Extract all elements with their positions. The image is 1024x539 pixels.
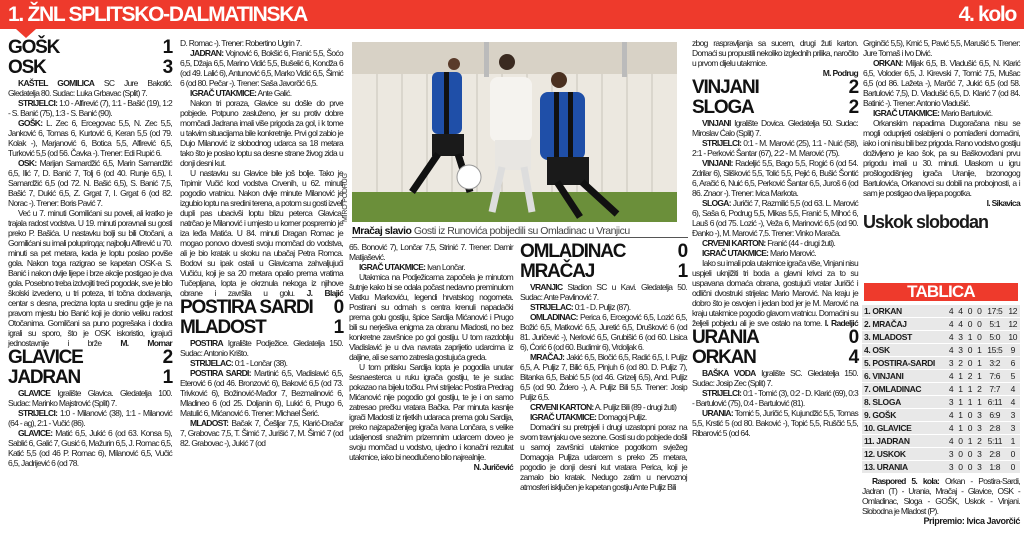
paragraph-lead: BAŠKA VODA [702,368,756,378]
paragraph-text: Bačak 7, Češljar 7,5, Klarić-Dračar 7, Grabovac 7,5, T. Šimić 7, Jurišić 7, M. Šimić 7 (od 82. Grabovac -), Jukić 7 (od [180,418,343,448]
article-paragraph [180,98,343,168]
article-paragraph [863,108,1020,118]
article-paragraph [692,388,858,408]
stat-cell: 4 [946,344,955,356]
team-name: SLOGA [692,97,754,118]
stat-cell: 1 [975,370,984,382]
football-players-image [352,42,677,222]
author-byline: M. Podrug [822,68,858,78]
stat-cell: 0 [975,318,984,330]
paragraph-text: zbog raspravljanja sa sucem, drugi žuti karton. Domaći su propustili nekoliko izglednih prilika, naročito u prvom dijelu utakmice. [692,38,858,68]
team-score: 1 [162,37,172,58]
article-paragraph [8,78,172,98]
article-paragraph [349,242,513,262]
stat-cell: 4 [946,370,955,382]
standings-box [862,283,1020,527]
stat-cell: 3 [975,461,984,473]
paragraph-lead: IGRAČ UTAKMICE: [873,108,940,118]
paragraph-text: Marijan Samardžić 6,5, Marin Samardžić 6,5, Ilić 7, D. Banić 7, Tolj 6 (od 40. Runje 6,5), I. Samardžić 6,5 (od 72. N. Bašić 6,5), S. Banić 7,5, Bašić 7, Dukić 6,5, Z. Grgat 7, I. Grgat 6 (od 82. Norac -). Trener: Boris Pavić 7. [8,158,172,208]
paragraph-text: Mario Bartulović. [939,108,993,118]
team-score: 3 [162,57,172,78]
stat-cell: 4 [946,318,955,330]
stat-cell: 4 [946,383,955,395]
stat-cell: 6:11 [984,396,1006,408]
column-1 [8,38,172,468]
article-paragraph [8,158,172,208]
stat-cell: 6:9 [984,409,1006,421]
stat-cell: 0 [975,331,984,343]
team-name: ORKAN [692,347,756,368]
standings-row [862,344,1020,356]
paragraph-lead: CRVENI KARTON: [702,238,766,248]
stat-cell: 3:2 [984,357,1006,369]
stat-cell: 3 [946,357,955,369]
team-name: POSTIRA SARDI [180,297,313,318]
article-paragraph [180,338,343,358]
paragraph-text: Mario Marović. [768,248,816,258]
paragraph-text: Jakić 6,5, Biočić 6,5, Radić 6,5, I. Puljiz 6,5, A. Puljiz 7, Bilić 6,5, Pinjuh 6 (od 80. D. Puljiz 7), Bitanka 6,5, Babić 5,5 (od 46. Grizelj 6,5), And. Puljiz 6,5 (od 90. Ždero -), A. Puljiz Bili 5,5. Trener: Josip Puljiz 6,5. [520,352,687,402]
team-name: OMLADINAC [520,241,626,262]
stat-cell: 4 [956,318,965,330]
paragraph-lead: OSK: [18,158,37,168]
standings-title: TABLICA [864,283,1018,301]
paragraph-text: Već u 7. minuti Gomilićani su poveli, ali kratko je trajala radost vodstva. U 19. minuti poravnali su gosti preko P. Bašića. U nastavku bolji su bili Otočani, a Gomilićani su imali polupriгода; najbolju Alfirević u 70. minuti sa pet metara, kada je loptu poslao poviše gola. Nakon toga razigrao se kapetan OSK-a S. Banić i nakon dvije lijepe i brze akcije postigao je dva gola. Posebno treba izdvojiti treći pogodak, sve je bilo školski izvedeno, u tri poteza, tri točna dodavanja, centar s desna, precizna lopta u sredinu gdje je na pravom mjestu bio Banić koji je donio veliku radost Otočanima. Gomilčani sa puno pogrešaka i dodira igrali su sporo, što je OSK iskoristio, igrajući jednostavnije i brže [8,208,172,348]
paragraph-lead: GOŠK: [18,118,43,128]
section-title: 1. ŽNL SPLITSKO-DALMATINSKA [8,3,307,26]
paragraph-text: 0:1 - D. Puljiz (87). [573,302,631,312]
stat-cell: 1 [956,370,965,382]
paragraph-lead: STRIJELCI: [702,138,742,148]
paragraph-text: Nakon tri poraza, Glavice su došle do prve pobjede. Potpuno zasluženo, jer su protiv dobre momčadi Jadrana imali više prigoda za gol, i k tome u takvim situacijama bile konkretnije. Prvi gol zabio je Dujo Milanović iz slobodnog udarca sa 18 metara tako što je poslao loptu sa desne strane živog zida u donji desni kut. [180,98,343,168]
standings-row [862,305,1020,317]
standings-row [862,396,1020,408]
team-score-row [520,242,687,262]
paragraph-lead: IGRAČ UTAKMICE: [359,262,426,272]
team-name-cell: 8. SLOGA [862,396,946,408]
article-paragraph [520,312,687,352]
team-score-row [520,262,687,282]
article-paragraph [180,418,343,448]
paragraph-lead: STRIJELCI: [702,388,742,398]
stat-cell: 2 [956,357,965,369]
team-score: 0 [848,327,858,348]
stat-cell: 0 [956,448,965,460]
column-3 [349,242,513,472]
paragraph-lead: GLAVICE: [18,428,53,438]
article-paragraph [520,352,687,402]
article-paragraph [180,38,343,48]
stat-cell: 2:8 [984,448,1006,460]
stat-cell: 1 [956,409,965,421]
team-name-cell: 9. GOŠK [862,409,946,421]
paragraph-text: L. Zec 6, Ercegovac 5,5, N. Zec 5,5, Janković 6, Tomas 6, Kurtović 6, Keran 5,5 (od 79. Kolak -), Marjanović 6, Botica 5,5, Alfirević 6,5, Turković 5,5 (od 56. Čavka -). Trener: Edi Rupić 6. [8,118,172,158]
stat-cell: 2 [975,435,984,447]
paragraph-lead: MLADOST: [190,418,229,428]
stat-cell: 4 [946,331,955,343]
team-score-row [692,328,858,348]
article-paragraph [692,158,858,198]
stat-cell: 1 [956,396,965,408]
paragraph-lead: STRIJELCI: [18,98,58,108]
team-score-row [692,348,858,368]
section-subheading: Uskok slobodan [863,212,989,232]
stat-cell: 1 [965,383,974,395]
article-paragraph [8,408,172,428]
paragraph-text: Domagoj Puljiz. [596,412,647,422]
article-paragraph [692,118,858,138]
article-paragraph [8,388,172,408]
stat-cell: 2 [975,383,984,395]
paragraph-lead: STRIJELCI: [18,408,58,418]
column-6 [863,38,1020,233]
paragraph-text: Juričić 7, Razmilić 5,5 (od 63. L. Marović 6), Saša 6, Podrug 5,5, Mikas 5,5, Franić 5, Mihoć 6, Lauš 6 (od 75. Lozić -), Veža 6, Marinović 6,5 (od 90. Đanko -), M. Marović 7,5. Trener: Vinko Marača. [692,198,858,238]
paragraph-text: Domaćini su pretrpjeli i drugi uzastopni poraz na svom travnjaku ove sezone. Gosti su do pobjede došli u samoj završnici utakmice pogotkom svježeg Domagoja Puljiza udarcem s preko 25 metara, pogodio je donji desni kut vratara Perica, koji je zamalo bio kratak. Nedugo zatim u nervoznoj atmosferi isključen je kapetan gostiju Ante Puljiz Bili [520,422,687,492]
article-paragraph [692,408,858,438]
photo-caption [352,224,688,238]
stat-cell: 12 [1006,318,1020,330]
stat-cell: 4 [946,305,955,317]
paragraph-lead: IGRAČ UTAKMICE: [702,248,769,258]
paragraph-lead: MRAČAJ: [530,352,565,362]
team-name: GOŠK [8,37,60,58]
team-name: VINJANI [692,77,759,98]
team-name-cell: 10. GLAVICE [862,422,946,434]
stat-cell: 2 [965,370,974,382]
team-score-row [8,368,172,388]
standings-row [862,370,1020,382]
team-score: 2 [848,97,858,118]
team-score: 0 [333,297,343,318]
article-paragraph [520,282,687,302]
article-paragraph [180,358,343,368]
article-paragraph [180,168,343,298]
caption-text: Gosti iz Runovića pobijedili su Omladinac u Vranjicu [413,225,630,237]
paragraph-lead: ORKAN: [873,58,903,68]
stat-cell: 7:7 [984,383,1006,395]
standings-row [862,357,1020,369]
team-score: 2 [162,347,172,368]
paragraph-text: Perica 6, Ercegović 6,5, Lozić 6,5, Božić 6,5, Matković 6,5, Juretić 6,5, Drušković 6 (od 81. Juričević -), Nerlović 6,5, Grubišić 6 (od 60. Lisica 6), Ćorić 6 (od 60. Budimir 6), Vrdoljak 6. [520,312,687,352]
team-name-cell: 12. USKOK [862,448,946,460]
stat-cell: 5:1 [984,318,1006,330]
article-paragraph [520,302,687,312]
stat-cell: 1:8 [984,461,1006,473]
stat-cell: 0 [965,448,974,460]
paragraph-lead: OMLADINAC: [530,312,578,322]
team-score: 1 [162,367,172,388]
paragraph-text: A. Puljiz Bili (89 - drugi žuti) [593,402,677,412]
stat-cell: 2:8 [984,422,1006,434]
stat-cell: 9 [1006,344,1020,356]
article-paragraph [8,98,172,118]
stat-cell: 0 [956,461,965,473]
article-paragraph [692,258,858,328]
standings-table [862,304,1020,474]
article-paragraph [8,208,172,348]
article-paragraph [863,58,1020,108]
standings-row [862,448,1020,460]
stat-cell: 7:6 [984,370,1006,382]
paragraph-text: Ante Galić. [256,88,292,98]
paragraph-lead: URANIA: [702,408,733,418]
stat-cell: 17:5 [984,305,1006,317]
stat-cell: 4 [1006,396,1020,408]
stat-cell: 4 [956,305,965,317]
stat-cell: 3 [1006,409,1020,421]
article-paragraph [863,38,1020,58]
article-paragraph [180,48,343,88]
stat-cell: 1 [956,383,965,395]
stat-cell: 0 [975,305,984,317]
standings-row [862,435,1020,447]
article-paragraph [692,368,858,388]
standings-row [862,409,1020,421]
paragraph-text: Igralište Dovica. Gledatelja 50. Sudac: Miroslav Ćalo (Split) 7. [692,118,858,138]
paragraph-text: 0:1 - Tomić (3), 0:2 - D. Klarić (69), 0:3 - Bartulović (75), 0:4 - Bartulović (81). [692,388,858,408]
stat-cell: 1 [965,396,974,408]
team-name: OSK [8,57,46,78]
stat-cell: 0 [956,435,965,447]
column-4 [520,242,687,492]
team-name-cell: 6. VINJANI [862,370,946,382]
stat-cell: 4 [946,409,955,421]
stat-cell: 3 [975,448,984,460]
stat-cell: 6 [1006,357,1020,369]
author-byline: I. Sikavica [986,198,1020,208]
stat-cell: 0 [965,461,974,473]
article-paragraph [349,262,513,272]
article-paragraph [349,362,513,462]
stat-cell: 1 [975,357,984,369]
article-paragraph [692,248,858,258]
team-score-row [8,38,172,58]
stat-cell: 5:11 [984,435,1006,447]
paragraph-text: Grginčić 5,5), Krnić 5, Pavić 5,5, Marušić 5. Trener: Jure Tomaš i Ivo Divić. [863,38,1020,58]
team-name-cell: 1. ORKAN [862,305,946,317]
stat-cell: 1 [975,396,984,408]
article-paragraph [692,198,858,238]
team-score: 1 [333,317,343,338]
paragraph-text: D. Romac -). Trener: Robertino Ugrin 7. [180,38,302,48]
paragraph-text: Radeljić 5,5, Bago 5,5, Rogić 6 (od 54. Zdrilar 6), Slišković 5,5, Tolić 5,5, Pejić 6, Bušić Šontić 6, Aračić 6, Nuić 6,5, Perković Šantar 6,5, Juroš 6 (od 86. Znaor -). Trener: Ivica Markota. [692,158,858,198]
schedule-label: Raspored 5. kola: [872,476,940,486]
round-label: 4. kolo [958,3,1016,26]
team-name: GLAVICE [8,347,83,368]
stat-cell: 3 [956,344,965,356]
paragraph-text: 0:1 - M. Marović (25), 1:1 - Nuić (58), 2:1 - Perković Šantar (67), 2:2 - M. Marović (75). [692,138,858,158]
team-name-cell: 7. OMLADINAC [862,383,946,395]
stat-cell: 0 [965,318,974,330]
team-score: 0 [677,241,687,262]
paragraph-text: 65. Bonović 7), Lončar 7,5, Strinić 7. Trener: Damir Matijašević. [349,242,513,262]
standings-row [862,461,1020,473]
stat-cell: 12 [1006,305,1020,317]
article-paragraph [520,402,687,412]
paragraph-lead: POSTIRA SARDI: [190,368,251,378]
stat-cell: 1 [956,422,965,434]
stat-cell: 1 [1006,435,1020,447]
match-photo [352,42,677,222]
paragraph-text: Tomić 5, Juričić 5, Kujundžić 5,5, Tomas 5,5, Krstić 5 (od 80. Baković -), Topić 5,5, Ruščić 5,5, Ribarović 5 (od 64. [692,408,858,438]
paragraph-text: 0:1 - Lončar (38). [233,358,288,368]
stat-cell: 0 [965,409,974,421]
article-paragraph [863,118,1020,198]
paragraph-text: Orkanskim napadima Dugoračana nisu se mogli oduprijeti oslabljeni o pomlađeni domaćini, iako i oni nisu bili bez prigoda. Rano vodstvo gostiju doživljeno je kao šok, pa su Baškovođani prvu prigodu imali u 30. minuti. Ulaskom u igru prošlogodišnjeg igrača Uranije, brzonogog Bartulovića, Orkanovci su dobili na probojnosti, a i sam je postigao dva lijepa pogotka. [863,118,1020,198]
team-name-cell: 13. URANIA [862,461,946,473]
team-name: MLADOST [180,317,266,338]
prepared-by: Pripremio: Ivica Javorčić [923,516,1020,526]
stat-cell: 3 [946,396,955,408]
paragraph-lead: SLOGA: [702,198,731,208]
paragraph-text: Martinić 6,5, Vladislavić 6,5, Eterović 6 (od 46. Bronzović 6), Baković 6,5 (od 73. Trivković 6), Božinović-Mađor 7, Bezmalinović 6, Mladineo 6 (od 25. Doljanin 6), Lukić 6, Prugo 6, Matulić 6, Mićanović 6. Trener: Michael Šerić. [180,368,343,418]
stat-cell: 1 [965,331,974,343]
next-round-schedule [862,476,1020,516]
team-score: 1 [677,261,687,282]
team-score-row [8,348,172,368]
stat-cell: 0 [1006,448,1020,460]
standings-row [862,383,1020,395]
team-name-cell: 4. OSK [862,344,946,356]
stat-cell: 15:5 [984,344,1006,356]
article-paragraph [520,422,687,492]
paragraph-lead: CRVENI KARTON: [530,402,594,412]
stat-cell: 0 [1006,461,1020,473]
stat-cell: 0 [965,305,974,317]
paragraph-lead: STRIJELAC: [190,358,234,368]
author-byline: N. Juričević [473,462,513,472]
paragraph-text: 1:0 - Alfirević (7), 1:1 - Bašić (19), 1:2 - S. Banić (75), 1:3 - S. Banić (90). [8,98,172,118]
photo-credit: MIRO PODRUG [342,173,349,222]
paragraph-lead: GLAVICE [18,388,51,398]
paragraph-lead: VINJANI [702,118,731,128]
author-byline: I. Radeljić [824,318,858,328]
article-paragraph [349,272,513,362]
team-score: 4 [848,347,858,368]
paragraph-lead: VRANJIC [530,282,563,292]
author-byline: M. Mornar [120,338,172,348]
standings-row [862,318,1020,330]
paragraph-text: Matić 6,5, Jukić 6 (od 63. Konsa 5), Sablić 6, Galić 7, Gusić 6, Mažurin 6,5, J. Romac 6,5, Katić 5,5 (od 46 P. Romac 6), Milanović 6,5, Vučić 6,5, Jadrijević 6 (od 78. [8,428,172,468]
team-score-row [180,318,343,338]
team-score-row [692,78,858,98]
team-name: JADRAN [8,367,80,388]
article-paragraph [692,138,858,158]
stat-cell: 4 [946,435,955,447]
stat-cell: 5:0 [984,331,1006,343]
paragraph-lead: POSTIRA [190,338,223,348]
team-name-cell: 5. POSTIRA-SARDI [862,357,946,369]
paragraph-text: U nastavku su Glavice bile još bolje. Tako je Trpimir Vučić kod vodstva Crvenih, u 62. minuti pogodio vratnicu. Nakon dvije minute Milanović je izgubio loptu na sredini terena, a potom su gosti izveli dupli pas ubacivši loptu blizu peterca Glavica, natrčao je Milanović i umjesto u korner pospremio je iza leđa Matića. U 84. minuti Dragan Romac je mogao ponovo dovesti svoju momčad do vodstva, ali je bio kratak u skoku na ubačaj Petra Romca. Bodovi su ipak ostali u Glavicama zahvaljujući Vučiću, koji je sa 20 metara opalio prema vratima Tučepljana, lopta je okrznula nekoga iz njihove obrane i završila u golu. [180,168,343,298]
article-paragraph [180,368,343,418]
paragraph-lead: IGRAČ UTAKMICE: [190,88,257,98]
paragraph-text: Igralište Podježice. Gledatelja 150. Sudac: Antonio Krišto. [180,338,343,358]
article-paragraph [692,38,858,68]
caption-headline: Mračaj slavio [352,225,412,237]
article-paragraph [8,118,172,158]
column-2 [180,38,343,448]
stat-cell: 0 [965,344,974,356]
stat-cell: 1 [965,435,974,447]
stat-cell: 0 [965,357,974,369]
paragraph-lead: KAŠTEL GOMILICA [18,78,95,88]
team-name-cell: 2. MRAČAJ [862,318,946,330]
paragraph-lead: VINJANI: [702,158,733,168]
stat-cell: 0 [965,422,974,434]
paragraph-text: Ivan Lončar. [425,262,465,272]
stat-cell: 4 [1006,383,1020,395]
stat-cell: 3 [956,331,965,343]
paragraph-text: Stadion SC u Kavi. Gledatelja 50. Sudac: Ante Pavlinović 7. [520,282,687,302]
standings-row [862,331,1020,343]
stat-cell: 10 [1006,331,1020,343]
team-score-row [180,298,343,318]
team-score-row [692,98,858,118]
team-score: 2 [848,77,858,98]
paragraph-text: Franić (44 - drugi žuti). [765,238,836,248]
team-score-row [8,58,172,78]
paragraph-lead: STRIJELAC: [530,302,574,312]
stat-cell: 5 [1006,370,1020,382]
paragraph-text: Igralište SC. Gledatelja 150. Sudac: Josip Zec (Split) 7. [692,368,858,388]
stat-cell: 3 [975,409,984,421]
stat-cell: 4 [946,422,955,434]
stat-cell: 3 [975,422,984,434]
paragraph-lead: IGRAČ UTAKMICE: [530,412,597,422]
paragraph-text: Utakmica na Podježicama započela je minutom šutnje kako bi se odala počast nedavno preminulom Vlatku Markoviću, legendi hrvatskog nogometa. Postirani su odmah s centra krenuli napadački prema golu gostiju, špice Sardija Mićanović i Prugo bili su nerješiva enigma za obranu Mladosti, no bez konkretne završnice po gol gostiju. U tom razdoblju Vladislavić je u dva navrata zaprijetio udarcima iz daljine, ali se samo zatresla gostujuća greda. [349,272,513,362]
article-paragraph [692,238,858,248]
paragraph-text: U tom pritisku Sardija lopta je pogodila unutar šesnaesterca u ruku igrača gostiju, te je sudac pokazao na bijelu točku. Prvi strijelac Postira Predrag Mićanović nije pogodio gol gostiju, te je i on samo zatresao prečku vratara Bačka. Par minuta kasnije igrači Mladosti iz rijetkih udaraca prema golu Sardija, preko najzapaženijeg igrača Ivana Lončara, s velike udaljenosti snažnim prizemnim udarcem doveo je svoju momčad u vodstvo, ujedno i konačni rezultat utakmice, iako bi neodlučeno bilo najrealnije. [349,362,513,462]
article-paragraph [520,412,687,422]
paragraph-text: Iako su imali pola utakmice igrača više, Vinjani nisu uspjeli uknjižiti tri boda a glavni krivci za to su uspavana domaća obrana, gostujući vratar Juričić i odlični dvostruki strijelac Mario Marović. Na kraju je dobro što je osvojen i jedan bod jer je M. Marović na kraju utakmice pogodio glavom vratnicu. Domaćini su željeli pobjedu ali je sve ostalo na tome. [692,258,858,328]
paragraph-text: Igralište Glavica. Gledatelja 100. Sudac: Marinko Majstrović (Split) 7. [8,388,172,408]
article-paragraph [8,428,172,468]
team-name-cell: 11. JADRAN [862,435,946,447]
author-byline: J. Blajić [306,288,343,298]
schedule-text: Orkan - Postira-Sardi, Jadran (T) - Urania, Mračaj - Glavice, OSK - Omladinac, Sloga - GOŠK, Uskok - Vinjani. Slobodna je Mladost (P). [862,476,1020,516]
paragraph-text: 1:0 - Milanović (38), 1:1 - Milanović (64 - ag), 2:1 - Vučić (86). [8,408,172,428]
paragraph-text: Vojnović 6, Bokšić 6, Franić 5,5, Šoćo 6,5, Džaja 6,5, Marino Vidić 5,5, Bušelić 6, Kondža 6 (od 49. Lalić 6), Antunović 6,5, Marko Vidić 6,5, Šimić 6 (od 80. Pečar -). Trener: Saša Javorčić 6,5. [180,48,343,88]
paragraph-lead: JADRAN: [190,48,224,58]
standings-row [862,422,1020,434]
column-5 [692,38,858,438]
stat-cell: 3 [946,448,955,460]
stat-cell: 3 [946,461,955,473]
paragraph-text: SC Jure Bakotić. Gledatelja 80. Sudac: Luka Grbavac (Split) 7. [8,78,172,98]
article-paragraph [180,88,343,98]
team-name-cell: 3. MLADOST [862,331,946,343]
section-header [0,0,1024,29]
team-name: URANIA [692,327,759,348]
stat-cell: 1 [975,344,984,356]
team-name: MRAČAJ [520,261,595,282]
paragraph-text: Miljak 6,5, B. Vladušić 6,5, N. Klarić 6,5, Voloder 6,5, J. Kirevski 7, Tomić 7,5, Mušac 6,5 (od 86. Lažeta -), Marčić 7, Jukić 6,5 (od 58. Bartulović 7,5), D. Vladušić 6,5, D. Klarić 7 (od 84. Batinić -). Trener: Antonio Vladušić. [863,58,1020,108]
stat-cell: 3 [1006,422,1020,434]
